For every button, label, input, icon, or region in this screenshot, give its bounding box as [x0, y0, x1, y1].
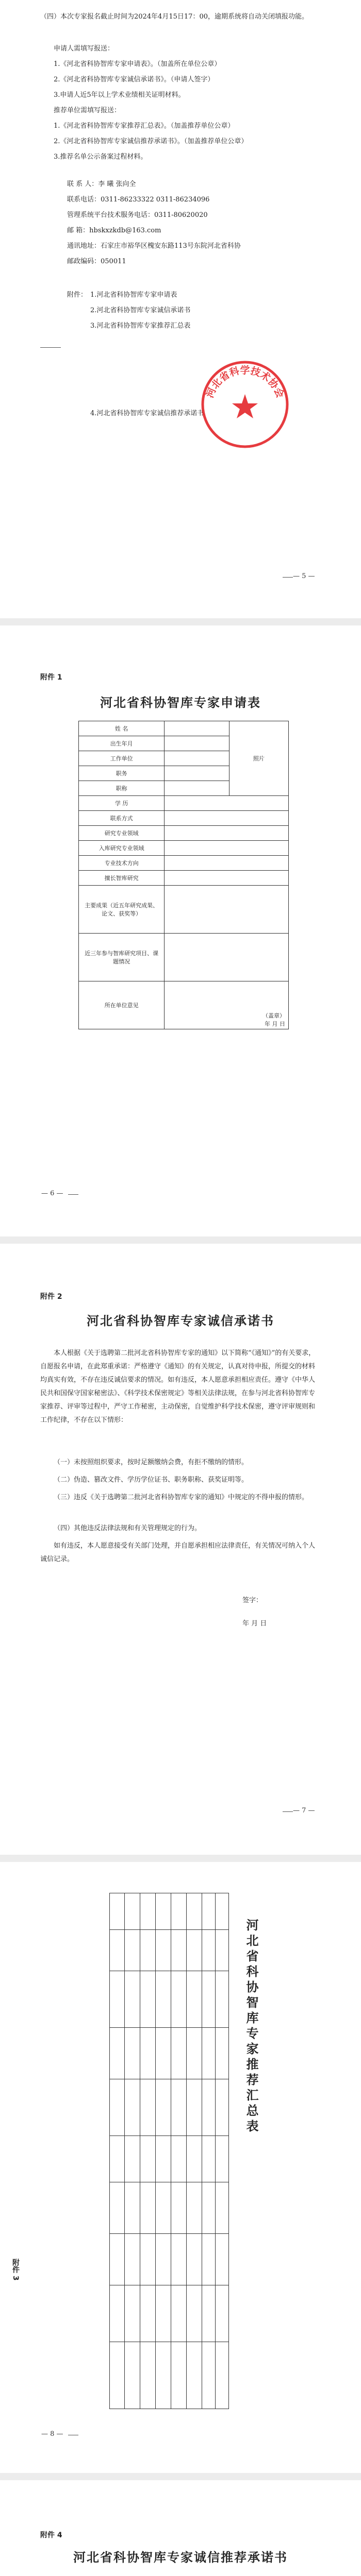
attachment-label: 附件 1: [40, 673, 62, 682]
annex-item: 2.河北省科协智库专家诚信承诺书: [90, 307, 191, 314]
pledge-closing: 如有违反，本人愿意接受有关部门处理，并自愿承担相应法律责任，有关情况可纳入个人诚信记录。: [40, 1542, 316, 1563]
item4-text: （四）本次专家报名截止时间为2024年4月15日17：00，逾期系统将自动关闭填报功能。: [40, 13, 308, 21]
field-label: 职务: [79, 766, 165, 781]
material-item: 2.《河北省科协智库专家诚信承诺书》。（申请人签字）: [54, 76, 215, 83]
form-row: [79, 796, 289, 811]
photo-cell: 照片: [229, 721, 288, 796]
field-value[interactable]: [165, 934, 289, 981]
page-title: 河北省科协智库专家推荐汇总表: [244, 1919, 259, 2135]
page-title: 河北省科协智库专家诚信推荐承诺书: [73, 2550, 288, 2565]
field-value[interactable]: [165, 856, 289, 871]
page-gap: [0, 1236, 361, 1244]
form-row: [79, 886, 289, 934]
field-label: 入库研究专业领域: [79, 841, 165, 856]
form-row: [79, 826, 289, 841]
form-row: [79, 934, 289, 981]
form-row: [79, 841, 289, 856]
field-value[interactable]: [165, 886, 289, 934]
form-row: [79, 856, 289, 871]
pledge-item: （二）伪造、篡改文件、学历学位证书、职务职称、获奖证明等。: [54, 1476, 249, 1484]
rotated-title: [242, 1919, 263, 2382]
signature-label: 签字：: [242, 1597, 263, 1604]
field-label: 所在单位意见: [79, 981, 165, 1029]
field-value[interactable]: [165, 796, 289, 811]
contact-line: 管理系统平台技术服务电话：0311-80620020: [67, 211, 208, 219]
date-label: 年 月 日: [242, 1620, 267, 1628]
material-item: 3.申请人近5年以上学术业绩相关证明材料。: [54, 91, 185, 99]
page-5: [0, 0, 361, 618]
page-8: [0, 1862, 361, 2473]
table-row-line: [110, 2027, 228, 2028]
field-label: 学 历: [79, 796, 165, 811]
annex-title: 附件：: [67, 291, 88, 299]
material-item: 1.《河北省科协智库专家申请表》。（加盖所在单位公章）: [54, 60, 221, 68]
attachment-label: 附件 2: [40, 1293, 62, 1301]
field-label: 工作单位: [79, 751, 165, 766]
field-value[interactable]: （盖章） 年 月 日: [165, 981, 289, 1029]
field-label: 擅长智库研究: [79, 871, 165, 886]
page-number: — 7 —: [293, 1807, 315, 1815]
page-rule: [40, 347, 61, 348]
contact-line: 邮政编码：050011: [67, 258, 126, 265]
contact-line: 联 系 人：李 曦 张向全: [67, 180, 136, 188]
summary-table: [109, 1893, 229, 2409]
field-value[interactable]: [165, 736, 229, 751]
annex-item: 3.河北省科协智库专家推荐汇总表: [90, 322, 191, 330]
pledge-item: （一）未按照组织要求，按时足额缴纳会费，有拒不缴纳的情形。: [54, 1459, 249, 1466]
rec-item: 2.《河北省科协智库专家诚信推荐承诺书》。（加盖推荐单位公章）: [54, 138, 248, 145]
page-6: [0, 625, 361, 1236]
field-value[interactable]: [165, 751, 229, 766]
table-row-line: [110, 1929, 228, 1930]
page-rule: [283, 1811, 293, 1812]
page-number: — 8 —: [41, 2430, 63, 2438]
contact-line: 联系电话：0311-86233322 0311-86234096: [67, 196, 210, 204]
pledge-paragraph: 本人根据《关于选聘第二批河北省科协智库专家的通知》以下简称“《通知》”的有关要求，自愿报名申请，在此郑重承诺：严格遵守《通知》的有关规定，认真对待申报，所提交的材料均真实有效，不存在违反诚信要求的情况。如有违反，本人愿意承担相应责任。遵守《中华人民共和国保守国家秘密法》、《科学技术保密规定》等相关法律法规，在参与河北省科协智库专家推荐、评审等过程中，严守工作秘密，主动保密，自觉维护科学技术保密，遵守评审规则和工作纪律，不存在以下情形：: [40, 1349, 316, 1424]
form-row: [79, 721, 289, 736]
field-label: 主要成果（近五年研究成果、论文、获奖等）: [79, 886, 165, 934]
contact-line: 邮 箱：hbskxzkdb@163.com: [67, 227, 161, 234]
materials-title: 申请人需填写报送：: [54, 45, 114, 53]
field-label: 联系方式: [79, 811, 165, 826]
page-number: — 6 —: [41, 1190, 63, 1197]
annex-item: 4.河北省科协智库专家诚信推荐承诺书: [90, 410, 204, 417]
rec-item: 1.《河北省科协智库专家推荐汇总表》。（加盖推荐单位公章）: [54, 122, 235, 130]
rec-title: 推荐单位需填写报送：: [54, 107, 121, 114]
field-value[interactable]: [165, 841, 289, 856]
field-label: 近三年参与智库研究项目、课题情况: [79, 934, 165, 981]
pledge-item: （四）其他违反法律法规和有关管理规定的行为。: [54, 1524, 202, 1532]
attachment-label: 附件 3: [11, 2259, 20, 2281]
field-label: 职称: [79, 781, 165, 796]
page-rule: [283, 577, 293, 578]
form-row: [79, 811, 289, 826]
field-label: 姓 名: [79, 721, 165, 736]
field-value[interactable]: [165, 781, 229, 796]
field-label: 研究专业领域: [79, 826, 165, 841]
annex-item: 1.河北省科协智库专家申请表: [90, 291, 177, 299]
page-gap: [0, 1855, 361, 1862]
official-seal-icon: [196, 355, 294, 453]
form-row: [79, 871, 289, 886]
page-9: [0, 2480, 361, 2576]
table-row-line: [110, 2233, 228, 2234]
rotated-attachment: [10, 2259, 23, 2310]
attachment-label: 附件 4: [40, 2531, 62, 2539]
field-value[interactable]: [165, 811, 289, 826]
field-value[interactable]: [165, 826, 289, 841]
pledge-item: （三）违反《关于选聘第二批河北省科协智库专家的通知》中规定的不得申报的情形。: [54, 1494, 309, 1501]
field-value[interactable]: [165, 871, 289, 886]
application-form: [78, 721, 289, 1029]
field-label: 专业技术方向: [79, 856, 165, 871]
page-rule: [68, 1194, 78, 1195]
field-label: 出生年月: [79, 736, 165, 751]
contact-line: 通讯地址：石家庄市裕华区槐安东路113号东院河北省科协: [67, 242, 241, 250]
field-value[interactable]: [165, 766, 229, 781]
page-title: 河北省科协智库专家诚信承诺书: [87, 1313, 274, 1328]
page-gap: [0, 2473, 361, 2480]
rec-item: 3.推荐名单公示备案过程材料。: [54, 153, 147, 161]
page-title: 河北省科协智库专家申请表: [100, 695, 261, 710]
page-7: [0, 1244, 361, 1855]
page-gap: [0, 618, 361, 625]
field-value[interactable]: [165, 721, 229, 736]
svg-text:河北省科学技术协会: 河北省科学技术协会: [204, 365, 286, 400]
form-row: [79, 981, 289, 1029]
page-number: — 5 —: [293, 572, 315, 580]
